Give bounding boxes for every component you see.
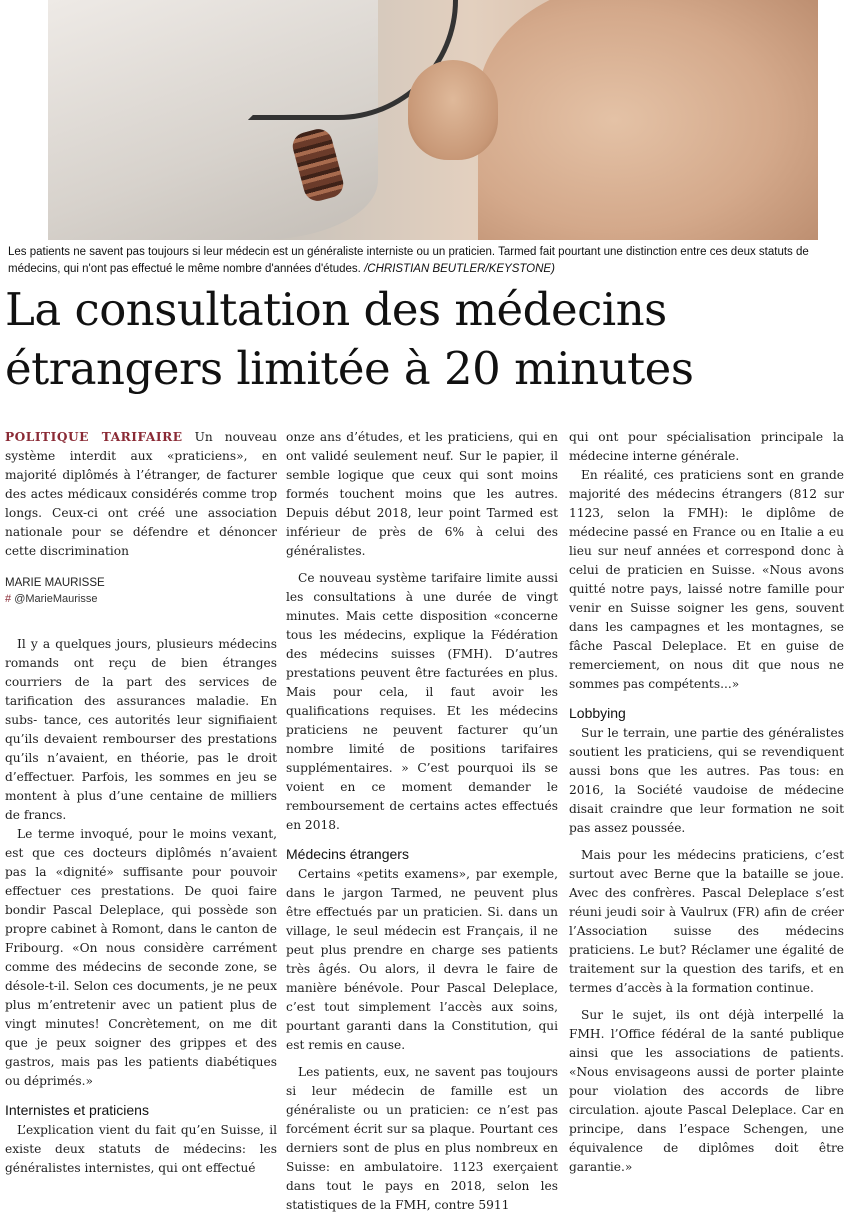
paragraph: Il y a quelques jours, plusieurs médecins romands ont reçu de bien étranges courriers de la part des services de tarification des assurances maladie. En subs- tance, ces autorités leur signifiaient qu’ils devaient rembourser des prestations qu’ils n’avaient, en théorie, pas le droit d’effectuer. Parfois, les sommes en jeu se montent à plus d’une centaine de milliers de francs. [5, 637, 277, 822]
doctor-hand-shape [408, 60, 498, 160]
article-column-3 [569, 428, 844, 1177]
article-column-2 [286, 428, 558, 1215]
article-headline: La consultation des médecins étrangers limitée à 20 minutes [5, 283, 694, 395]
patient-back-shape [478, 0, 818, 240]
subheading: Lobbying [569, 705, 626, 721]
author-handle-text: @MarieMaurisse [14, 593, 98, 605]
article-lead [5, 428, 277, 561]
paragraph: Certains «petits examens», par exemple, dans le jargon Tarmed, ne peuvent plus être effectués par un praticien. Si. dans un village, le seul médecin est Français, il ne peut plus prendre en charge ses patients très âgés. Ou alors, il devra le faire de manière bénévole. Pour Pascal Deleplace, c’est tout simplement l’accès aux soins, pourtant garanti dans la Constitution, qui est remis en cause. [286, 867, 558, 1052]
paragraph: Sur le terrain, une partie des généralistes soutient les praticiens, qui se revendiquent aussi bons que les autres. Pas tous: en 2016, la Société vaudoise de médecine disait craindre que leur formation ne soit pas assez poussée. [569, 726, 844, 835]
author-handle [5, 591, 277, 607]
paragraph: qui ont pour spécialisation principale la médecine interne générale. [569, 430, 844, 463]
paragraph: Mais pour les médecins praticiens, c’est surtout avec Berne que la bataille se joue. Avec des confrères. Pascal Deleplace s’est réuni jeudi soir à Vaulrux (FR) afin de créer l’Association suisse des médecins praticiens. Le but? Réclamer une égalité de traitement sur la question des tarifs, et en termes d’accès à la formation continue. [569, 848, 844, 995]
photo-caption [8, 244, 848, 278]
article-kicker: POLITIQUE TARIFAIRE [5, 430, 183, 444]
paragraph: L’explication vient du fait qu’en Suisse, il existe deux statuts de médecins: les généralistes internistes, qui ont effectué [5, 1123, 277, 1175]
paragraph: Ce nouveau système tarifaire limite aussi les consultations à une durée de vingt minutes. Mais cette disposition «concerne tous les médecins, explique la Fédération des médecins suisses (FMH). D’autres prestations peuvent être facturées en plus. Mais pour cela, il faut avoir les qualifications requises. Et les médecins praticiens ne peuvent facturer qu’un nombre limité de positions tarifaires supplémentaires. » C’est pourquoi ils se voient en ce moment demander le remboursement de certains actes effectués en 2018. [286, 571, 558, 832]
subheading: Internistes et praticiens [5, 1102, 149, 1118]
article-lead-text: Un nouveau système interdit aux «praticiens», en majorité diplômés à l’étranger, de facturer des actes médicaux considérés comme trop longs. Ceux-ci ont créé une association nationale pour se défendre et dénoncer cette discrimination [5, 430, 277, 558]
paragraph: Les patients, eux, ne savent pas toujours si leur médecin de famille est un généraliste ou un praticien: ce n’est pas forcément écrit sur sa plaque. Pourtant ces derniers sont de plus en plus nombreux en Suisse: en ambulatoire. 1123 exerçaient dans tout le pays en 2018, selon les statistiques de la FMH, contre 5911 [286, 1065, 558, 1212]
article-column-1 [5, 428, 277, 1178]
photo-caption-text: Les patients ne savent pas toujours si leur médecin est un généraliste interniste ou un praticien. Tarmed fait pourtant une distinction entre ces deux statuts de médecins, qui n'ont pas effectué le même nombre d'années d'études. [8, 246, 809, 275]
article-photo [48, 0, 818, 240]
paragraph: En réalité, ces praticiens sont en grande majorité des médecins étrangers (812 sur 1123, selon la FMH): le diplôme de médecine passé en France ou en Italie a eu lieu sur neuf années et correspond donc à celui de praticien en Suisse. «Nous avons quitté notre pays, laissé notre famille pour venir en Suisse soigner les gens, souvent dans les campagnes et les montagnes, se fâche Pascal Deleplace. Et en guise de remerciement, on nous dit que nous ne sommes pas compétents...» [569, 468, 844, 691]
paragraph: onze ans d’études, et les praticiens, qui en ont validé seulement neuf. Sur le papier, il semble logique que ceux qui sont moins formés touchent moins que les autres. Depuis début 2018, leur point Tarmed est inférieur de près de 6% à celui des généralistes. [286, 430, 558, 558]
paragraph: Sur le sujet, ils ont déjà interpellé la FMH. l’Office fédéral de la santé publique ainsi que les associations de patients. «Nous envisageons aussi de porter plainte pour violation des accords de libre circulation. ajoute Pascal Deleplace. Car en principe, dans l’espace Schengen, une équivalence de diplômes doit être garantie.» [569, 1008, 844, 1174]
hash-icon: # [5, 593, 12, 605]
paragraph: Le terme invoqué, pour le moins vexant, est que ces docteurs diplômés n’avaient pas la «dignité» suffisante pour pouvoir effectuer ces prestations. De quoi faire bondir Pascal Deleplace, qui possède son propre cabinet à Romont, dans le canton de Fribourg. «On nous considère carrément comme des médecins de seconde zone, se désole-t-il. Selon ces documents, je ne peux plus m’entretenir avec un patient plus de vingt minutes! Concrètement, on me dit que je peux soigner des grippes et des gastros, mais pas les patients diabétiques ou déprimés.» [5, 827, 277, 1088]
photo-credit: /CHRISTIAN BEUTLER/KEYSTONE) [364, 263, 555, 275]
subheading: Médecins étrangers [286, 846, 409, 862]
article-author: MARIE MAURISSE [5, 577, 105, 589]
